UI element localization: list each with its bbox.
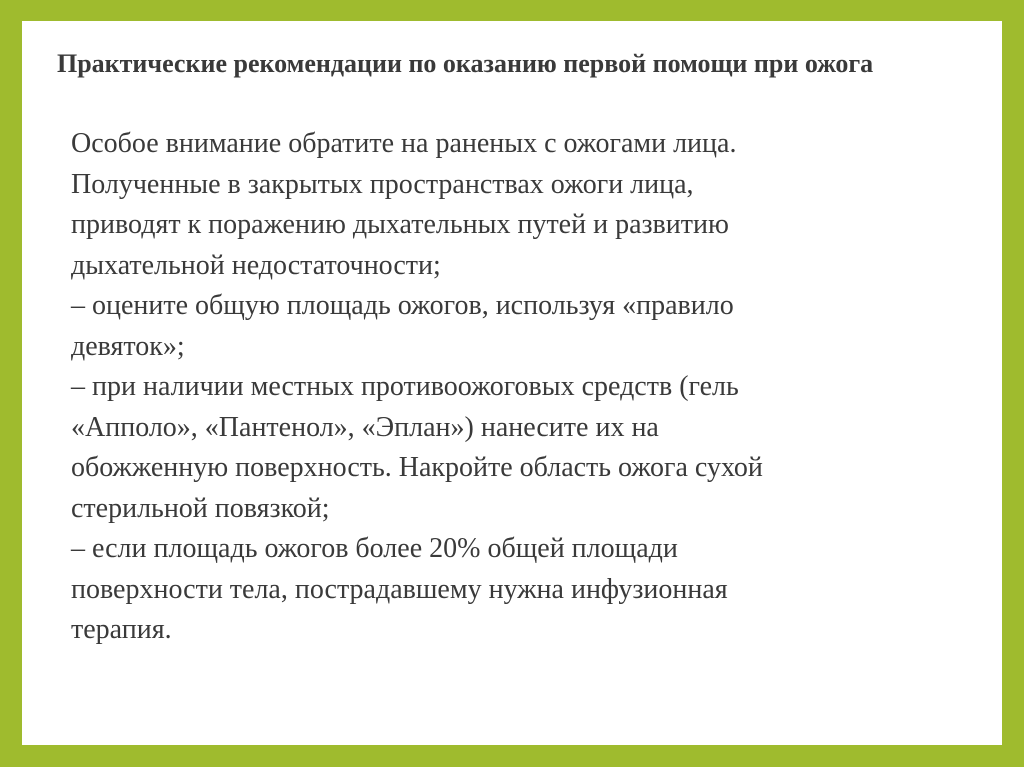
body-line: – при наличии местных противоожоговых средств (гель: [71, 371, 739, 402]
body-line: – если площадь ожогов более 20% общей площади: [71, 533, 678, 564]
slide-title: Практические рекомендации по оказанию первой помощи при ожога: [57, 49, 874, 78]
slide-frame: [22, 21, 1002, 745]
body-line: терапия.: [71, 614, 172, 645]
body-line: – оцените общую площадь ожогов, используя «правило: [71, 290, 734, 321]
body-line: поверхности тела, пострадавшему нужна инфузионная: [71, 573, 728, 605]
body-line: Особое внимание обратите на раненых с ожогами лица.: [71, 128, 737, 159]
body-line: стерильной повязкой;: [71, 492, 330, 524]
body-line: обожженную поверхность. Накройте область ожога сухой: [71, 452, 763, 483]
body-line: Полученные в закрытых пространствах ожоги лица,: [71, 168, 694, 200]
body-line: приводят к поражению дыхательных путей и развитию: [71, 209, 729, 240]
slide-body: [71, 124, 971, 651]
body-line: «Апполо», «Пантенол», «Эплан») нанесите их на: [71, 411, 659, 443]
body-line: девяток»;: [71, 330, 185, 362]
body-line: дыхательной недостаточности;: [71, 249, 441, 281]
